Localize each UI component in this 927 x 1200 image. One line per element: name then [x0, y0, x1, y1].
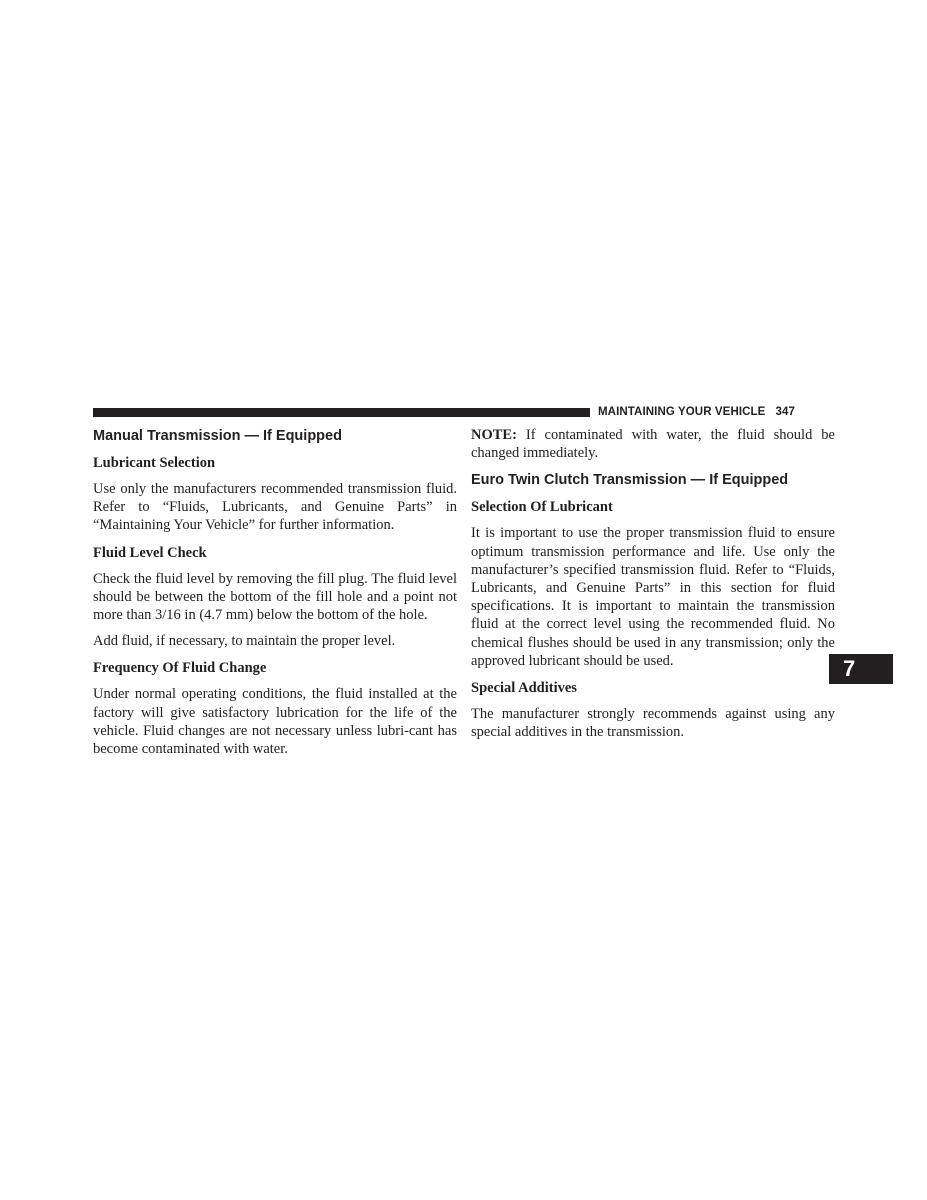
- paragraph: Add fluid, if necessary, to maintain the proper level.: [93, 633, 396, 650]
- paragraph: It is important to use the proper transmission fluid to ensure optimum transmission performance and life. Use only the manufacturer’s specified transmission fluid. Refer to “Fluids, Lubricants, and Genuine Parts” in this section for fluid specifications. It is important to maintain the transmission fluid at the correct level using the recommended fluid. No chemical flushes should be used in any transmission; only the approved lubricant should be used.: [471, 525, 835, 669]
- note-text: If contaminated with water, the fluid should be changed immediately.: [471, 427, 835, 462]
- subheading-special-additives: Special Additives: [471, 680, 577, 697]
- page-number: 347: [775, 406, 795, 418]
- paragraph: The manufacturer strongly recommends against using any special additives in the transmission.: [471, 706, 835, 741]
- subheading-lubricant-selection: Lubricant Selection: [93, 455, 216, 471]
- section-heading-manual-transmission: Manual Transmission — If Equipped: [93, 428, 342, 444]
- subheading-fluid-level-check: Fluid Level Check: [93, 544, 207, 561]
- section-heading-euro-twin-clutch: Euro Twin Clutch Transmission — If Equipped: [471, 472, 789, 489]
- chapter-tab: 7: [829, 654, 893, 684]
- paragraph: Use only the manufacturers recommended transmission fluid. Refer to “Fluids, Lubricants, and Genuine Parts” in “Maintaining Your Vehicle” for further information.: [93, 481, 457, 534]
- subheading-selection-of-lubricant: Selection Of Lubricant: [471, 499, 613, 516]
- paragraph: Under normal operating conditions, the fluid installed at the factory will give satisfactory lubrication for the life of the vehicle. Fluid changes are not necessary unless lubri-cant has become contaminated with water.: [93, 686, 457, 758]
- note: [471, 426, 835, 462]
- note-label: NOTE:: [471, 427, 517, 443]
- subheading-frequency-of-fluid-change: Frequency Of Fluid Change: [93, 660, 267, 677]
- header-rule: [93, 408, 590, 417]
- right-column: [471, 426, 835, 749]
- paragraph: Check the fluid level by removing the fill plug. The fluid level should be between the bottom of the fill hole and a point not more than 3/16 in (4.7 mm) below the bottom of the hole.: [93, 570, 457, 624]
- left-column: [93, 426, 457, 766]
- section-title: MAINTAINING YOUR VEHICLE: [598, 406, 766, 418]
- running-header: [598, 406, 836, 418]
